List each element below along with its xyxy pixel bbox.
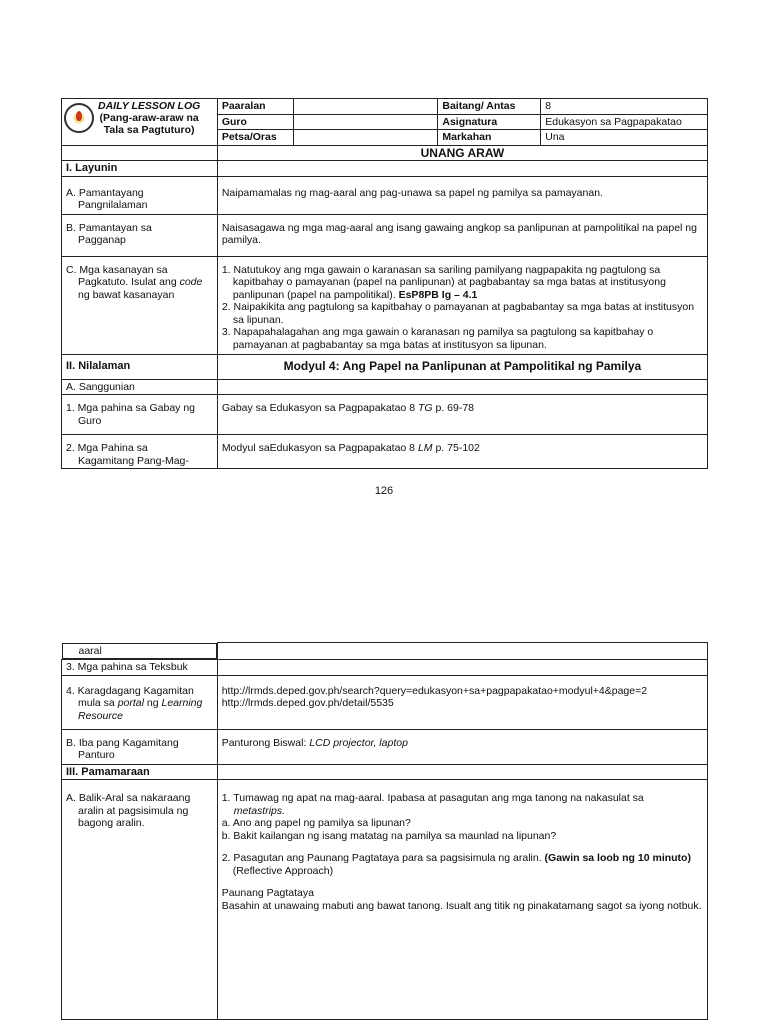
field-label-asignatura: Asignatura [438, 114, 541, 130]
layunin-heading: I. Layunin [62, 161, 218, 177]
field-label-petsa: Petsa/Oras [217, 130, 293, 146]
field-value-baitang: 8 [541, 99, 708, 115]
karagdagan-label: 4. Karagdagang Kagamitan mula sa portal ng Learning Resource [62, 675, 218, 729]
kagamitan-label-1: 2. Mga Pahina sa [66, 442, 148, 454]
paunang-pagtataya-title: Paunang Pagtataya [221, 887, 314, 899]
field-value-paaralan [293, 99, 438, 115]
sanggunian-label: A. Sanggunian [62, 379, 218, 395]
gabay-label-1: 1. Mga pahina sa Gabay ng [66, 402, 196, 414]
question-a: a. Ano ang papel ng pamilya sa lipunan? [221, 817, 411, 829]
gabay-label [62, 395, 218, 435]
lesson-log-table-page1 [61, 98, 708, 469]
pamantayang-label-2: Pangnilalaman [78, 199, 148, 211]
pagganap-label [62, 214, 218, 256]
kagamitan-text: Modyul saEdukasyon sa Pagpapakatao 8 LM p. 75-102 [217, 435, 707, 469]
school-seal-logo [64, 103, 94, 133]
teksbuk-label: 3. Mga pahina sa Teksbuk [62, 660, 218, 676]
field-value-petsa [293, 130, 438, 146]
lesson-log-table-page2 [61, 642, 708, 1020]
title-line-3: Tala sa Pagtuturo) [103, 124, 195, 136]
lrmds-link-2[interactable]: http://lrmds.deped.gov.ph/detail/5535 [221, 697, 394, 709]
field-label-paaralan: Paaralan [217, 99, 293, 115]
kasanayan-item-3: 3. Napapahalagahan ang mga gawain o karanasan ng pamilya sa pagtulong sa kapitbahay o pamayanan at pagbabantay sa mga batas at institusyon sa lipunan. [221, 326, 654, 351]
iba-text: Panturong Biswal: LCD projector, laptop [217, 729, 707, 764]
kasanayan-item-2: 2. Naipakikita ang pagtulong sa kapitbahay o pamayanan at pagbabantay sa mga batas at institusyon sa lipunan. [221, 301, 695, 326]
title-line-1: DAILY LESSON LOG [98, 100, 201, 112]
field-label-guro: Guro [217, 114, 293, 130]
gabay-label-2: Guro [78, 414, 102, 427]
pamamaraan-heading: III. Pamamaraan [62, 764, 218, 780]
pamantayang-label-1: A. Pamantayang [66, 186, 144, 199]
question-b: b. Bakit kailangan ng isang matatag na pamilya sa maunlad na lipunan? [221, 829, 557, 842]
kasanayan-list [217, 256, 707, 354]
paunang-instructions: Basahin at unawaing mabuti ang bawat tanong. Isualt ang titik ng pinakatamang sagot sa iyong notbuk. [221, 899, 702, 912]
pamantayang-label [62, 176, 218, 214]
kasanayan-label [62, 256, 218, 354]
lrmds-links [217, 675, 707, 729]
kasanayan-label-3: ng bawat kasanayan [78, 288, 175, 301]
field-label-markahan: Markahan [438, 130, 541, 146]
page-number: 126 [374, 485, 394, 497]
nilalaman-heading: II. Nilalaman [62, 354, 218, 379]
step-1: 1. Tumawag ng apat na mag-aaral. Ipabasa at pasagutan ang mga tanong na nakasulat sa [221, 792, 644, 804]
pagganap-text: Naisasagawa ng mga mag-aaral ang isang gawaing angkop sa panlipunan at pampolitikal na papel ng pamilya. [217, 214, 707, 256]
competency-code: EsP8PB Ig – 4.1 [398, 288, 478, 301]
pagganap-label-1: B. Pamantayan sa [66, 221, 152, 234]
module-title: Modyul 4: Ang Papel na Panlipunan at Pampolitikal ng Pamilya [217, 354, 707, 379]
gabay-text: Gabay sa Edukasyon sa Pagpapakatao 8 TG p. 69-78 [217, 395, 707, 435]
pagganap-label-2: Pagganap [78, 234, 126, 246]
kasanayan-label-1: C. Mga kasanayan sa [66, 263, 168, 276]
lesson-log-title-cell [62, 99, 218, 146]
lrmds-link-1[interactable]: http://lrmds.deped.gov.ph/search?query=edukasyon+sa+pagpapakatao+modyul+4&page=2 [221, 684, 648, 697]
kagamitan-label-2: Kagamitang Pang-Mag- [78, 454, 189, 467]
kasanayan-item-1: 1. Natutukoy ang mga gawain o karanasan sa sariling pamilyang nagpapakita ng pagtulong sa kapitbahay o pamayanan (papel na panlipunan) at pagbabantay sa mga batas at institusyong panlipunan (papel na pampolitikal). EsP8PB Ig – 4.1 [221, 263, 666, 301]
title-line-2: (Pang-araw-araw na [99, 112, 199, 124]
step-2: 2. Pasagutan ang Paunang Pagtataya para sa pagsisimula ng aralin. (Gawin sa loob ng 10 minuto) (Reflective Approach) [221, 852, 691, 877]
field-label-baitang: Baitang/ Antas [438, 99, 541, 115]
pamantayang-text: Naipamamalas ng mag-aaral ang pag-unawa sa papel ng pamilya sa pamayanan. [217, 176, 707, 214]
field-value-markahan: Una [541, 130, 708, 146]
kasanayan-label-code: code [179, 276, 203, 288]
balik-aral-label: A. Balik-Aral sa nakaraang aralin at pagsisimula ng bagong aralin. [62, 780, 218, 1020]
kagamitan-label [62, 435, 218, 469]
day-title: UNANG ARAW [217, 145, 707, 161]
kasanayan-label-2: Pagkatuto. Isulat ang [78, 276, 177, 288]
aaral-continued: aaral [62, 643, 217, 660]
iba-label: B. Iba pang Kagamitang Panturo [62, 729, 218, 764]
field-value-guro [293, 114, 438, 130]
step-1-metastrips: metastrips. [233, 804, 286, 817]
field-value-asignatura: Edukasyon sa Pagpapakatao [541, 114, 708, 130]
balik-aral-content [217, 780, 707, 1020]
